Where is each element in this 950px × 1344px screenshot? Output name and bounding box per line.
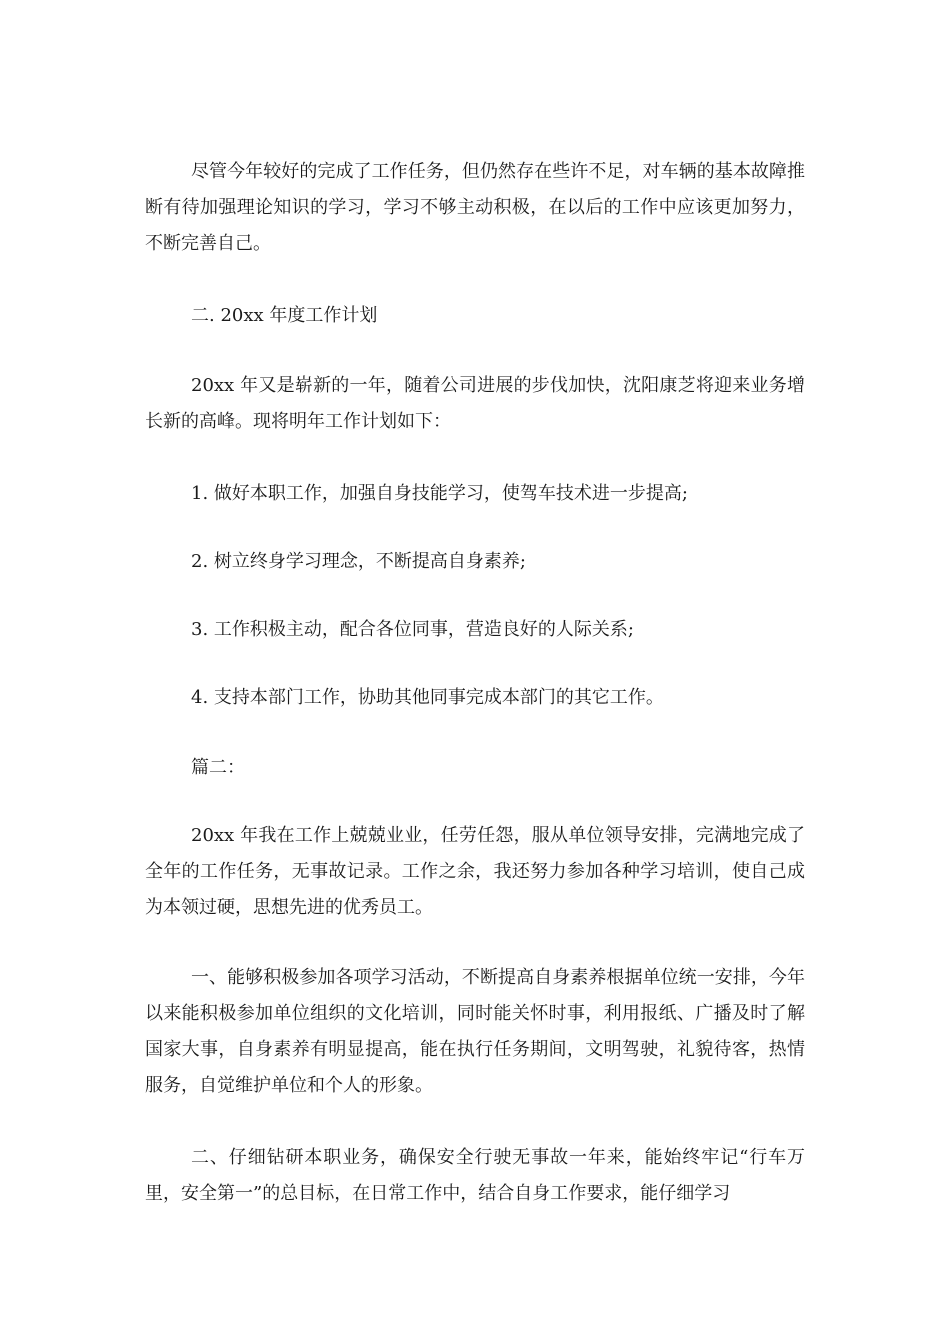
heading-work-plan: 二. 20xx 年度工作计划 (191, 305, 378, 326)
paragraph-year-summary: 20xx 年我在工作上兢兢业业，任劳任怨，服从单位领导安排，完满地完成了全年的工作任务，无事故记录。工作之余，我还努力参加各种学习培训，使自己成为本领过硬，思想先进的优秀员工。 (145, 825, 805, 918)
paragraph-study-activities: 一、能够积极参加各项学习活动，不断提高自身素养根据单位统一安排，今年以来能积极参加单位组织的文化培训，同时能关怀时事，利用报纸、广播及时了解国家大事，自身素养有明显提高，能在执行任务期间，文明驾驶，礼貌待客，热情服务，自觉维护单位和个人的形象。 (145, 967, 805, 1096)
paragraph-shortcomings: 尽管今年较好的完成了工作任务，但仍然存在些许不足，对车辆的基本故障推断有待加强理论知识的学习，学习不够主动积极，在以后的工作中应该更加努力，不断完善自己。 (145, 161, 805, 254)
plan-item-2: 2. 树立终身学习理念，不断提高自身素养; (191, 551, 526, 572)
plan-item-3: 3. 工作积极主动，配合各位同事，营造良好的人际关系; (191, 619, 634, 640)
heading-part-two: 篇二： (191, 757, 245, 778)
plan-item-4: 4. 支持本部门工作，协助其他同事完成本部门的其它工作。 (191, 687, 664, 708)
paragraph-safe-driving: 二、仔细钻研本职业务，确保安全行驶无事故一年来，能始终牢记“行车万里，安全第一”的总目标，在日常工作中，结合自身工作要求，能仔细学习 (145, 1147, 805, 1204)
plan-item-1: 1. 做好本职工作，加强自身技能学习，使驾车技术进一步提高; (191, 483, 688, 504)
paragraph-new-year: 20xx 年又是崭新的一年，随着公司进展的步伐加快，沈阳康芝将迎来业务增长新的高峰。现将明年工作计划如下： (145, 375, 805, 432)
